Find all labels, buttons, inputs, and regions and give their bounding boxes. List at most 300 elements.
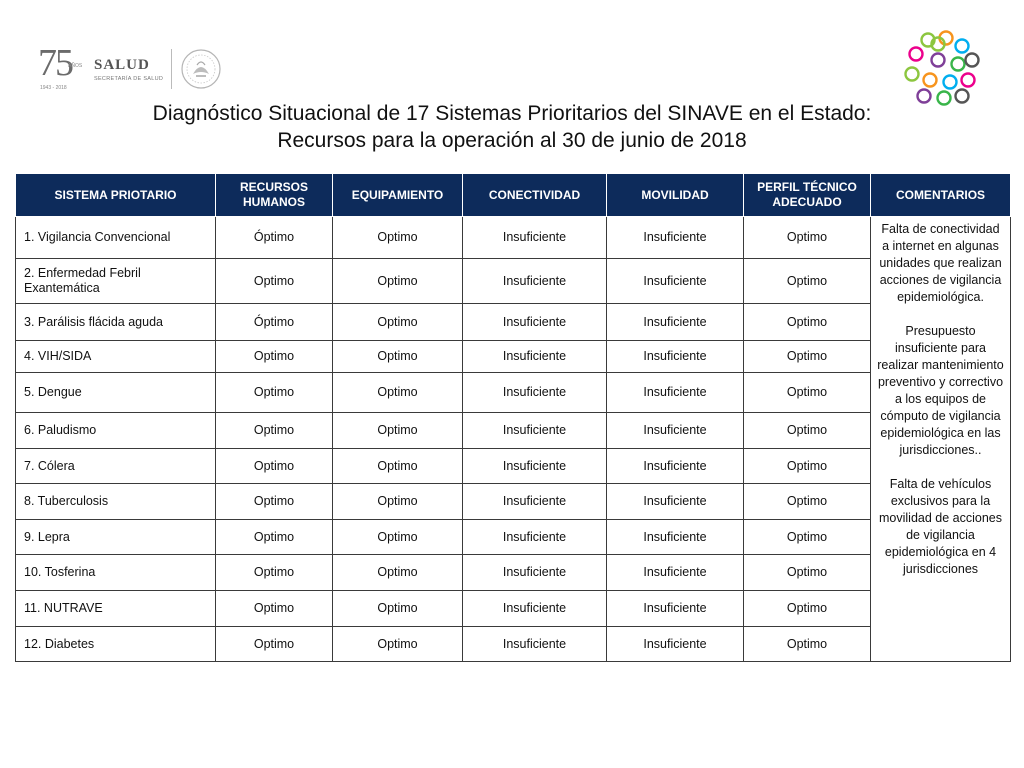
pattern-ring-icon — [866, 742, 874, 750]
pattern-ring-icon — [755, 730, 763, 738]
pattern-ring-icon — [723, 670, 731, 678]
cell-conectividad: Insuficiente — [463, 413, 607, 449]
cell-perfil-tecnico: Optimo — [744, 591, 871, 627]
pattern-ring-icon — [853, 742, 861, 750]
page-title — [0, 100, 1024, 154]
anniversary-number: 75 — [38, 42, 72, 84]
pattern-ring-icon — [426, 718, 434, 726]
pattern-ring-icon — [283, 694, 291, 702]
pattern-ring-icon — [863, 754, 871, 762]
pattern-ring-icon — [319, 754, 327, 762]
table-row — [16, 259, 1011, 304]
cell-perfil-tecnico: Optimo — [744, 217, 871, 259]
pattern-ring-icon — [335, 742, 343, 750]
pattern-ring-icon — [49, 742, 57, 750]
pattern-ring-icon — [967, 754, 975, 762]
pattern-ring-icon — [736, 670, 744, 678]
cell-equipamiento: Optimo — [333, 259, 463, 304]
pattern-ring-icon — [775, 718, 783, 726]
cell-conectividad: Insuficiente — [463, 341, 607, 373]
pattern-ring-icon — [820, 730, 828, 738]
table-row — [16, 217, 1011, 259]
pattern-ring-icon — [348, 694, 356, 702]
pattern-ring-icon — [263, 706, 271, 714]
pattern-ring-icon — [632, 694, 640, 702]
cell-equipamiento: Optimo — [333, 217, 463, 259]
pattern-ring-icon — [879, 718, 887, 726]
cell-name: 11. NUTRAVE — [16, 591, 216, 627]
pattern-ring-icon — [465, 742, 473, 750]
cell-movilidad: Insuficiente — [607, 304, 744, 341]
pattern-ring-icon — [820, 682, 828, 690]
pattern-ring-icon — [244, 694, 252, 702]
pattern-ring-icon — [677, 682, 685, 690]
pattern-ring-icon — [98, 754, 106, 762]
pattern-ring-icon — [814, 694, 822, 702]
pattern-ring-icon — [606, 742, 614, 750]
pattern-ring-icon — [859, 730, 867, 738]
pattern-ring-icon — [892, 742, 900, 750]
pattern-ring-icon — [231, 670, 239, 678]
pattern-ring-icon — [341, 682, 349, 690]
pattern-ring-icon — [413, 742, 421, 750]
pattern-ring-icon — [387, 742, 395, 750]
cell-movilidad: Insuficiente — [607, 217, 744, 259]
pattern-ring-icon — [798, 754, 806, 762]
pattern-ring-icon — [458, 730, 466, 738]
pattern-ring-icon — [801, 718, 809, 726]
pattern-ring-icon — [436, 754, 444, 762]
pattern-ring-icon — [538, 754, 546, 762]
pattern-ring-icon — [638, 706, 646, 714]
cell-conectividad: Insuficiente — [463, 520, 607, 555]
anniversary-logo — [38, 43, 88, 95]
pattern-ring-icon — [658, 742, 666, 750]
cell-equipamiento: Optimo — [333, 591, 463, 627]
pattern-ring-icon — [671, 694, 679, 702]
pattern-ring-icon — [244, 742, 252, 750]
pattern-ring-icon — [153, 742, 161, 750]
pattern-ring-icon — [811, 754, 819, 762]
pattern-ring-icon — [931, 742, 939, 750]
pattern-ring-icon — [723, 694, 731, 702]
pattern-ring-icon — [348, 742, 356, 750]
table-row — [16, 520, 1011, 555]
pattern-ring-icon — [179, 670, 187, 678]
cell-perfil-tecnico: Optimo — [744, 413, 871, 449]
pattern-ring-icon — [478, 742, 486, 750]
pattern-ring-icon — [426, 742, 434, 750]
cell-conectividad: Insuficiente — [463, 217, 607, 259]
pattern-ring-icon — [302, 706, 310, 714]
pattern-ring-icon — [954, 754, 962, 762]
pattern-ring-icon — [315, 682, 323, 690]
cell-name: 7. Cólera — [16, 449, 216, 484]
cell-movilidad: Insuficiente — [607, 413, 744, 449]
cell-movilidad: Insuficiente — [607, 555, 744, 591]
cell-perfil-tecnico: Optimo — [744, 449, 871, 484]
pattern-ring-icon — [371, 754, 379, 762]
pattern-ring-icon — [781, 706, 789, 714]
cell-perfil-tecnico: Optimo — [744, 373, 871, 413]
pattern-ring-icon — [328, 730, 336, 738]
pattern-ring-icon — [361, 694, 369, 702]
pattern-ring-icon — [846, 730, 854, 738]
cell-movilidad: Insuficiente — [607, 449, 744, 484]
table-row — [16, 484, 1011, 520]
pattern-ring-icon — [176, 754, 184, 762]
cell-name: 4. VIH/SIDA — [16, 341, 216, 373]
pattern-ring-icon — [820, 706, 828, 714]
pattern-ring-icon — [716, 682, 724, 690]
pattern-ring-icon — [185, 730, 193, 738]
pattern-ring-icon — [723, 718, 731, 726]
pattern-ring-icon — [658, 694, 666, 702]
cell-conectividad: Insuficiente — [463, 449, 607, 484]
pattern-ring-icon — [941, 754, 949, 762]
pattern-ring-icon — [690, 682, 698, 690]
pattern-ring-icon — [335, 718, 343, 726]
cell-recursos-humanos: Optimo — [216, 341, 333, 373]
pattern-ring-icon — [915, 754, 923, 762]
systems-table — [15, 173, 1011, 662]
pattern-ring-icon — [270, 670, 278, 678]
pattern-ring-icon — [62, 742, 70, 750]
pattern-ring-icon — [283, 670, 291, 678]
pattern-ring-icon — [276, 730, 284, 738]
anniversary-anos: AÑOS — [68, 63, 83, 69]
pattern-ring-icon — [807, 730, 815, 738]
cell-name: 8. Tuberculosis — [16, 484, 216, 520]
pattern-ring-icon — [283, 742, 291, 750]
pattern-ring-icon — [668, 754, 676, 762]
pattern-ring-icon — [768, 706, 776, 714]
pattern-ring-icon — [729, 682, 737, 690]
cell-movilidad: Insuficiente — [607, 627, 744, 662]
pattern-ring-icon — [733, 754, 741, 762]
pattern-ring-icon — [902, 754, 910, 762]
pattern-ring-icon — [345, 754, 353, 762]
pattern-ring-icon — [335, 694, 343, 702]
pattern-ring-icon — [619, 742, 627, 750]
pattern-ring-icon — [488, 754, 496, 762]
pattern-ring-icon — [358, 754, 366, 762]
pattern-ring-icon — [88, 718, 96, 726]
pattern-ring-icon — [159, 706, 167, 714]
pattern-ring-icon — [153, 694, 161, 702]
pattern-ring-icon — [127, 694, 135, 702]
pattern-ring-icon — [755, 706, 763, 714]
pattern-ring-icon — [950, 730, 958, 738]
pattern-ring-icon — [101, 742, 109, 750]
pattern-ring-icon — [231, 694, 239, 702]
pattern-ring-icon — [736, 742, 744, 750]
pattern-ring-icon — [560, 730, 568, 738]
pattern-ring-icon — [185, 682, 193, 690]
pattern-ring-icon — [72, 754, 80, 762]
pattern-ring-icon — [198, 730, 206, 738]
cell-perfil-tecnico: Optimo — [744, 627, 871, 662]
pattern-ring-icon — [814, 742, 822, 750]
pattern-ring-icon — [541, 742, 549, 750]
pattern-ring-icon — [599, 730, 607, 738]
pattern-ring-icon — [885, 706, 893, 714]
pattern-ring-icon — [159, 682, 167, 690]
pattern-ring-icon — [788, 694, 796, 702]
ring-icon — [962, 74, 975, 87]
pattern-ring-icon — [970, 742, 978, 750]
pattern-ring-icon — [296, 742, 304, 750]
pattern-ring-icon — [293, 754, 301, 762]
pattern-ring-icon — [671, 718, 679, 726]
cell-conectividad: Insuficiente — [463, 627, 607, 662]
pattern-ring-icon — [928, 754, 936, 762]
pattern-ring-icon — [59, 754, 67, 762]
pattern-ring-icon — [586, 730, 594, 738]
pattern-ring-icon — [192, 670, 200, 678]
pattern-ring-icon — [172, 730, 180, 738]
pattern-ring-icon — [406, 706, 414, 714]
pattern-ring-icon — [276, 682, 284, 690]
logo-divider — [171, 49, 172, 89]
pattern-ring-icon — [215, 754, 223, 762]
pattern-ring-icon — [603, 754, 611, 762]
pattern-ring-icon — [302, 682, 310, 690]
pattern-ring-icon — [638, 730, 646, 738]
cell-conectividad: Insuficiente — [463, 555, 607, 591]
pattern-ring-icon — [840, 742, 848, 750]
ring-icon — [906, 68, 919, 81]
pattern-ring-icon — [931, 718, 939, 726]
pattern-ring-icon — [432, 730, 440, 738]
pattern-ring-icon — [681, 754, 689, 762]
cell-name: 1. Vigilancia Convencional — [16, 217, 216, 259]
pattern-ring-icon — [625, 706, 633, 714]
pattern-ring-icon — [406, 730, 414, 738]
pattern-ring-icon — [101, 718, 109, 726]
pattern-ring-icon — [228, 754, 236, 762]
pattern-ring-icon — [525, 754, 533, 762]
pattern-ring-icon — [801, 694, 809, 702]
cell-movilidad: Insuficiente — [607, 591, 744, 627]
pattern-ring-icon — [840, 694, 848, 702]
pattern-ring-icon — [807, 706, 815, 714]
pattern-ring-icon — [68, 730, 76, 738]
pattern-ring-icon — [833, 682, 841, 690]
pattern-ring-icon — [205, 694, 213, 702]
pattern-ring-icon — [20, 754, 28, 762]
pattern-ring-icon — [710, 742, 718, 750]
table-body — [16, 217, 1011, 662]
pattern-ring-icon — [736, 694, 744, 702]
pattern-ring-icon — [501, 754, 509, 762]
pattern-ring-icon — [211, 730, 219, 738]
pattern-ring-icon — [462, 754, 470, 762]
pattern-ring-icon — [642, 754, 650, 762]
cell-conectividad: Insuficiente — [463, 373, 607, 413]
pattern-ring-icon — [512, 754, 520, 762]
table-row — [16, 341, 1011, 373]
pattern-ring-icon — [606, 718, 614, 726]
pattern-ring-icon — [898, 706, 906, 714]
pattern-ring-icon — [107, 730, 115, 738]
pattern-ring-icon — [593, 742, 601, 750]
pattern-ring-icon — [198, 706, 206, 714]
pattern-ring-icon — [267, 754, 275, 762]
header-logos — [38, 40, 222, 98]
pattern-ring-icon — [651, 706, 659, 714]
pattern-ring-icon — [309, 694, 317, 702]
pattern-ring-icon — [664, 682, 672, 690]
pattern-ring-icon — [237, 706, 245, 714]
pattern-ring-icon — [309, 718, 317, 726]
cell-perfil-tecnico: Optimo — [744, 484, 871, 520]
pattern-ring-icon — [146, 706, 154, 714]
ring-icon — [932, 54, 945, 67]
table-row — [16, 591, 1011, 627]
pattern-ring-icon — [179, 694, 187, 702]
pattern-ring-icon — [697, 742, 705, 750]
pattern-ring-icon — [270, 718, 278, 726]
pattern-ring-icon — [400, 742, 408, 750]
pattern-ring-icon — [241, 754, 249, 762]
cell-equipamiento: Optimo — [333, 449, 463, 484]
pattern-ring-icon — [664, 706, 672, 714]
header-comentarios: COMENTARIOS — [871, 174, 1011, 217]
pattern-ring-icon — [250, 706, 258, 714]
pattern-ring-icon — [153, 718, 161, 726]
pattern-ring-icon — [452, 742, 460, 750]
pattern-ring-icon — [762, 670, 770, 678]
cell-recursos-humanos: Optimo — [216, 413, 333, 449]
pattern-ring-icon — [254, 754, 262, 762]
cell-recursos-humanos: Óptimo — [216, 217, 333, 259]
pattern-ring-icon — [306, 754, 314, 762]
pattern-ring-icon — [354, 706, 362, 714]
comment-paragraph: Falta de vehículos exclusivos para la movilidad de acciones de vigilancia epidemiológica en 4 jurisdicciones — [879, 477, 1002, 576]
pattern-ring-icon — [380, 706, 388, 714]
pattern-ring-icon — [322, 670, 330, 678]
pattern-ring-icon — [322, 742, 330, 750]
pattern-ring-icon — [775, 742, 783, 750]
pattern-ring-icon — [419, 730, 427, 738]
pattern-ring-icon — [367, 730, 375, 738]
pattern-ring-icon — [1006, 754, 1014, 762]
pattern-ring-icon — [846, 682, 854, 690]
pattern-ring-icon — [772, 754, 780, 762]
pattern-ring-icon — [244, 718, 252, 726]
pattern-ring-icon — [645, 694, 653, 702]
pattern-ring-icon — [905, 718, 913, 726]
pattern-ring-icon — [257, 742, 265, 750]
cell-conectividad: Insuficiente — [463, 259, 607, 304]
pattern-ring-icon — [993, 754, 1001, 762]
pattern-ring-icon — [788, 742, 796, 750]
pattern-ring-icon — [166, 694, 174, 702]
pattern-ring-icon — [759, 754, 767, 762]
pattern-ring-icon — [296, 718, 304, 726]
pattern-ring-icon — [218, 670, 226, 678]
cell-name: 5. Dengue — [16, 373, 216, 413]
pattern-ring-icon — [140, 694, 148, 702]
cell-perfil-tecnico: Optimo — [744, 304, 871, 341]
pattern-ring-icon — [140, 742, 148, 750]
pattern-ring-icon — [697, 694, 705, 702]
cell-movilidad: Insuficiente — [607, 520, 744, 555]
cell-recursos-humanos: Optimo — [216, 520, 333, 555]
header-conectividad: CONECTIVIDAD — [463, 174, 607, 217]
pattern-ring-icon — [218, 694, 226, 702]
pattern-ring-icon — [528, 742, 536, 750]
pattern-ring-icon — [296, 670, 304, 678]
ring-icon — [910, 48, 923, 61]
pattern-ring-icon — [866, 718, 874, 726]
pattern-ring-icon — [146, 730, 154, 738]
table-row — [16, 627, 1011, 662]
national-seal-icon — [180, 48, 222, 90]
pattern-ring-icon — [716, 730, 724, 738]
cell-perfil-tecnico: Optimo — [744, 520, 871, 555]
pattern-ring-icon — [885, 730, 893, 738]
cell-perfil-tecnico: Optimo — [744, 259, 871, 304]
pattern-ring-icon — [707, 754, 715, 762]
pattern-ring-icon — [124, 754, 132, 762]
pattern-ring-icon — [250, 682, 258, 690]
pattern-ring-icon — [889, 754, 897, 762]
pattern-ring-icon — [632, 718, 640, 726]
pattern-ring-icon — [827, 742, 835, 750]
cell-name: 2. Enfermedad Febril Exantemática — [16, 259, 216, 304]
pattern-ring-icon — [749, 742, 757, 750]
pattern-ring-icon — [554, 742, 562, 750]
cell-equipamiento: Optimo — [333, 484, 463, 520]
pattern-ring-icon — [720, 754, 728, 762]
pattern-ring-icon — [374, 742, 382, 750]
pattern-ring-icon — [361, 718, 369, 726]
pattern-ring-icon — [163, 754, 171, 762]
pattern-ring-icon — [296, 694, 304, 702]
pattern-ring-icon — [120, 706, 128, 714]
pattern-ring-icon — [710, 694, 718, 702]
pattern-ring-icon — [801, 742, 809, 750]
pattern-ring-icon — [322, 694, 330, 702]
pattern-ring-icon — [439, 742, 447, 750]
cell-recursos-humanos: Optimo — [216, 627, 333, 662]
pattern-ring-icon — [814, 718, 822, 726]
pattern-ring-icon — [374, 718, 382, 726]
pattern-ring-icon — [289, 706, 297, 714]
pattern-ring-icon — [270, 694, 278, 702]
pattern-ring-icon — [397, 754, 405, 762]
pattern-ring-icon — [918, 742, 926, 750]
pattern-ring-icon — [807, 682, 815, 690]
pattern-ring-icon — [192, 694, 200, 702]
pattern-ring-icon — [445, 730, 453, 738]
pattern-ring-icon — [645, 718, 653, 726]
pattern-ring-icon — [658, 718, 666, 726]
pattern-ring-icon — [785, 754, 793, 762]
pattern-ring-icon — [328, 682, 336, 690]
pattern-ring-icon — [697, 670, 705, 678]
pattern-ring-icon — [75, 742, 83, 750]
comment-paragraph: Presupuesto insuficiente para realizar mantenimiento preventivo y correctivo a los equipos de cómputo de vigilancia epidemiológica en las jurisdicciones.. — [877, 324, 1004, 457]
pattern-ring-icon — [963, 730, 971, 738]
header-equipamiento: EQUIPAMIENTO — [333, 174, 463, 217]
pattern-ring-icon — [768, 682, 776, 690]
cell-equipamiento: Optimo — [333, 555, 463, 591]
pattern-ring-icon — [205, 670, 213, 678]
pattern-ring-icon — [127, 742, 135, 750]
